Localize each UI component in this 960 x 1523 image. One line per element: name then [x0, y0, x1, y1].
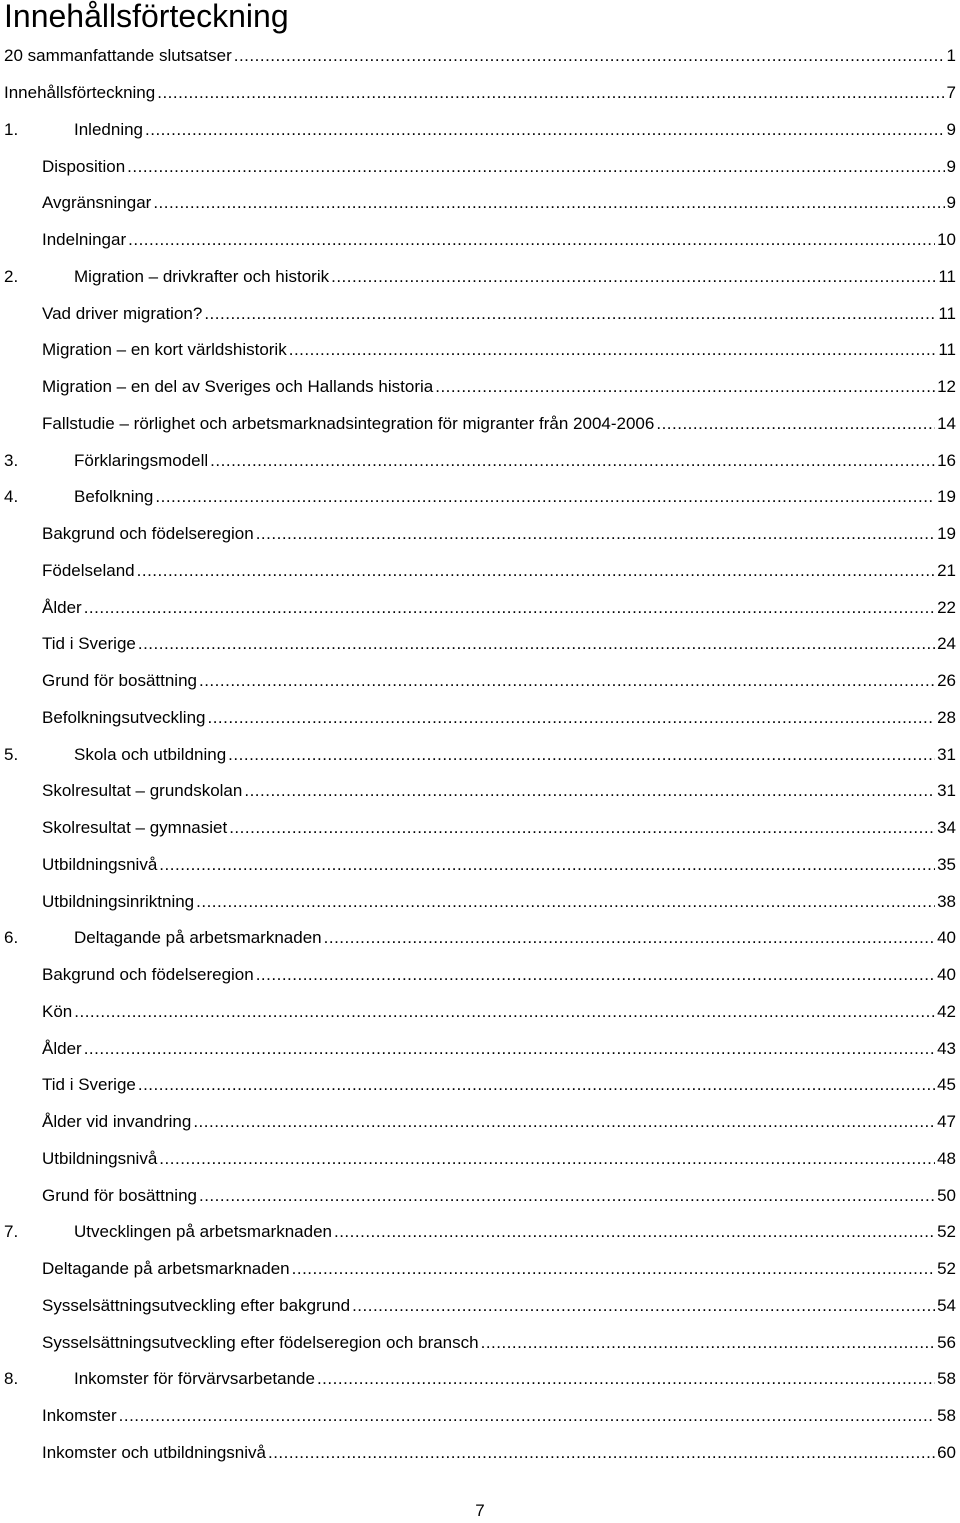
- toc-entry-label: Avgränsningar: [42, 193, 152, 213]
- toc-entry-page-number: 52: [937, 1259, 956, 1279]
- toc-entry-page-number: 24: [937, 634, 956, 654]
- toc-entry[interactable]: [0, 1324, 960, 1361]
- toc-entry-label: Ålder: [42, 597, 82, 617]
- toc-entry-number: 6.: [4, 928, 19, 948]
- toc-entry-label: Bakgrund och födelseregion: [42, 965, 254, 985]
- toc-entry-row: [74, 259, 956, 296]
- toc-entry[interactable]: [0, 773, 960, 810]
- toc-entry-page-number: 60: [937, 1442, 956, 1462]
- toc-entry[interactable]: [0, 516, 960, 553]
- toc-entry[interactable]: [0, 406, 960, 443]
- toc-entry-row: [42, 185, 956, 222]
- toc-entry-row: [74, 1361, 956, 1398]
- toc-entry[interactable]: [0, 1214, 960, 1251]
- toc-entry-row: [4, 75, 956, 112]
- toc-entry-page-number: 21: [937, 560, 956, 580]
- dot-leader: [199, 1186, 935, 1206]
- dot-leader: [292, 1259, 935, 1279]
- toc-entry-label: 20 sammanfattande slutsatser: [4, 46, 232, 66]
- toc-entry-page-number: 9: [946, 119, 956, 139]
- page-title: Innehållsförteckning: [4, 0, 289, 34]
- toc-entry-label: Befolkningsutveckling: [42, 707, 206, 727]
- toc-entry-row: [42, 369, 956, 406]
- dot-leader: [229, 818, 935, 838]
- toc-entry-label: Inkomster: [42, 1406, 117, 1426]
- toc-entry-page-number: 31: [937, 744, 956, 764]
- toc-entry[interactable]: [0, 479, 960, 516]
- toc-entry-page-number: 40: [937, 928, 956, 948]
- toc-entry-page-number: 48: [937, 1148, 956, 1168]
- toc-entry-row: [74, 920, 956, 957]
- toc-entry-label: Disposition: [42, 156, 126, 176]
- dot-leader: [155, 487, 935, 507]
- toc-entry-row: [74, 1214, 956, 1251]
- page-number: 7: [475, 1501, 485, 1520]
- dot-leader: [317, 1369, 935, 1389]
- toc-entry-label: Utbildningsnivå: [42, 854, 158, 874]
- toc-entry-page-number: 58: [937, 1369, 956, 1389]
- toc-entry[interactable]: [0, 736, 960, 773]
- toc-entry[interactable]: [0, 1435, 960, 1472]
- dot-leader: [207, 708, 935, 728]
- toc-entry-row: [42, 589, 956, 626]
- toc-entry-label: Tid i Sverige: [42, 634, 136, 654]
- dot-leader: [159, 1149, 935, 1169]
- dot-leader: [138, 634, 935, 654]
- toc-entry-page-number: 22: [937, 597, 956, 617]
- dot-leader: [324, 928, 935, 948]
- toc-entry-row: [42, 700, 956, 737]
- dot-leader: [84, 598, 935, 618]
- dot-leader: [256, 524, 935, 544]
- dot-leader: [137, 561, 935, 581]
- toc-entry-row: [42, 626, 956, 663]
- toc-entry-row: [74, 442, 956, 479]
- toc-entry-page-number: 12: [937, 377, 956, 397]
- toc-entry-page-number: 19: [937, 487, 956, 507]
- toc-entry-page-number: 50: [937, 1185, 956, 1205]
- toc-entry-page-number: 7: [946, 83, 956, 103]
- toc-entry[interactable]: [0, 369, 960, 406]
- toc-entry-row: [42, 553, 956, 590]
- toc-entry-page-number: 16: [937, 450, 956, 470]
- toc-entry[interactable]: [0, 1398, 960, 1435]
- toc-entry-row: [42, 663, 956, 700]
- toc-entry-page-number: 14: [937, 413, 956, 433]
- toc-entry-row: [42, 847, 956, 884]
- toc-entry-page-number: 1: [946, 46, 956, 66]
- toc-entry[interactable]: [0, 1177, 960, 1214]
- toc-entry-page-number: 26: [937, 671, 956, 691]
- toc-entry-label: Inkomster och utbildningsnivå: [42, 1442, 266, 1462]
- toc-entry-row: [42, 957, 956, 994]
- toc-entry[interactable]: [0, 1288, 960, 1325]
- toc-entry[interactable]: [0, 442, 960, 479]
- toc-entry-page-number: 28: [937, 707, 956, 727]
- toc-entry-page-number: 35: [937, 854, 956, 874]
- toc-entry-page-number: 11: [938, 303, 956, 323]
- dot-leader: [204, 304, 936, 324]
- dot-leader: [127, 157, 944, 177]
- toc-entry-label: Kön: [42, 1001, 73, 1021]
- toc-entry-page-number: 45: [937, 1075, 956, 1095]
- toc-entry-label: Utbildningsnivå: [42, 1148, 158, 1168]
- dot-leader: [145, 120, 945, 140]
- toc-entry-label: Födelseland: [42, 560, 135, 580]
- dot-leader: [196, 892, 935, 912]
- dot-leader: [435, 377, 935, 397]
- dot-leader: [210, 451, 935, 471]
- toc-entry-label: Förklaringsmodell: [74, 450, 209, 470]
- table-of-contents: [0, 38, 960, 1471]
- toc-entry-page-number: 38: [937, 891, 956, 911]
- toc-entry-number: 4.: [4, 487, 19, 507]
- toc-entry-page-number: 58: [937, 1406, 956, 1426]
- toc-entry-row: [42, 295, 956, 332]
- toc-entry-row: [42, 516, 956, 553]
- toc-entry-number: 3.: [4, 450, 19, 470]
- toc-entry-label: Skolresultat – gymnasiet: [42, 818, 228, 838]
- dot-leader: [268, 1443, 935, 1463]
- dot-leader: [153, 193, 944, 213]
- toc-entry-label: Indelningar: [42, 230, 127, 250]
- dot-leader: [74, 1002, 935, 1022]
- dot-leader: [119, 1406, 935, 1426]
- toc-entry-row: [42, 406, 956, 443]
- toc-entry[interactable]: [0, 810, 960, 847]
- toc-entry[interactable]: [0, 295, 960, 332]
- toc-entry-row: [74, 736, 956, 773]
- toc-entry[interactable]: [0, 185, 960, 222]
- toc-entry[interactable]: [0, 663, 960, 700]
- toc-entry[interactable]: [0, 553, 960, 590]
- dot-leader: [159, 855, 935, 875]
- toc-entry-page-number: 56: [937, 1332, 956, 1352]
- dot-leader: [157, 83, 944, 103]
- dot-leader: [128, 230, 935, 250]
- toc-entry-page-number: 52: [937, 1222, 956, 1242]
- toc-entry[interactable]: [0, 1030, 960, 1067]
- dot-leader: [138, 1075, 935, 1095]
- toc-entry[interactable]: [0, 222, 960, 259]
- toc-entry-label: Ålder vid invandring: [42, 1112, 192, 1132]
- toc-entry-row: [42, 1177, 956, 1214]
- toc-entry-row: [42, 883, 956, 920]
- toc-entry[interactable]: [0, 259, 960, 296]
- dot-leader: [199, 671, 935, 691]
- dot-leader: [193, 1112, 935, 1132]
- toc-entry[interactable]: [0, 626, 960, 663]
- toc-entry[interactable]: [0, 1067, 960, 1104]
- toc-entry-row: [42, 222, 956, 259]
- dot-leader: [228, 745, 935, 765]
- toc-entry[interactable]: [0, 38, 960, 75]
- toc-entry-label: Grund för bosättning: [42, 671, 197, 691]
- toc-entry-row: [42, 1398, 956, 1435]
- toc-entry-row: [42, 994, 956, 1031]
- toc-entry[interactable]: [0, 148, 960, 185]
- toc-entry-label: Migration – en kort världshistorik: [42, 340, 287, 360]
- toc-entry-page-number: 31: [937, 781, 956, 801]
- toc-entry-row: [42, 1104, 956, 1141]
- toc-entry-page-number: 11: [938, 266, 956, 286]
- dot-leader: [244, 781, 935, 801]
- toc-entry-number: 1.: [4, 119, 19, 139]
- toc-entry-label: Deltagande på arbetsmarknaden: [42, 1259, 290, 1279]
- toc-entry[interactable]: [0, 883, 960, 920]
- toc-entry-label: Inledning: [74, 119, 144, 139]
- toc-entry-row: [74, 112, 956, 149]
- toc-entry[interactable]: [0, 1251, 960, 1288]
- toc-entry-page-number: 40: [937, 965, 956, 985]
- toc-entry-page-number: 42: [937, 1001, 956, 1021]
- toc-entry-label: Inkomster för förvärvsarbetande: [74, 1369, 315, 1389]
- toc-entry-label: Skolresultat – grundskolan: [42, 781, 243, 801]
- dot-leader: [234, 46, 945, 66]
- toc-entry[interactable]: [0, 1104, 960, 1141]
- toc-entry-row: [42, 1324, 956, 1361]
- toc-entry-row: [42, 810, 956, 847]
- toc-entry[interactable]: [0, 700, 960, 737]
- toc-entry-page-number: 34: [937, 818, 956, 838]
- toc-entry-label: Vad driver migration?: [42, 303, 203, 323]
- toc-entry-page-number: 9: [946, 193, 956, 213]
- toc-entry-label: Utbildningsinriktning: [42, 891, 195, 911]
- toc-entry-page-number: 54: [937, 1295, 956, 1315]
- toc-entry-row: [42, 1067, 956, 1104]
- toc-entry-label: Fallstudie – rörlighet och arbetsmarknadsintegration för migranter från 2004-2006: [42, 413, 655, 433]
- dot-leader: [331, 267, 936, 287]
- toc-entry[interactable]: [0, 920, 960, 957]
- toc-entry-number: 8.: [4, 1369, 19, 1389]
- toc-entry-label: Grund för bosättning: [42, 1185, 197, 1205]
- toc-entry-label: Migration – drivkrafter och historik: [74, 266, 330, 286]
- toc-entry[interactable]: [0, 847, 960, 884]
- toc-entry-label: Bakgrund och födelseregion: [42, 524, 254, 544]
- toc-entry-page-number: 9: [946, 156, 956, 176]
- toc-entry[interactable]: [0, 112, 960, 149]
- toc-entry-label: Migration – en del av Sveriges och Hallands historia: [42, 377, 434, 397]
- toc-entry-label: Skola och utbildning: [74, 744, 227, 764]
- toc-entry-page-number: 10: [937, 230, 956, 250]
- toc-entry-label: Tid i Sverige: [42, 1075, 136, 1095]
- toc-entry-row: [42, 148, 956, 185]
- toc-entry-row: [42, 1141, 956, 1178]
- toc-entry-label: Sysselsättningsutveckling efter födelseregion och bransch: [42, 1332, 479, 1352]
- toc-entry-row: [42, 332, 956, 369]
- toc-entry-page-number: 11: [938, 340, 956, 360]
- dot-leader: [481, 1333, 935, 1353]
- toc-entry[interactable]: [0, 994, 960, 1031]
- toc-entry[interactable]: [0, 957, 960, 994]
- toc-entry[interactable]: [0, 1361, 960, 1398]
- toc-entry[interactable]: [0, 1141, 960, 1178]
- dot-leader: [84, 1039, 935, 1059]
- toc-entry[interactable]: [0, 332, 960, 369]
- toc-entry-row: [42, 1288, 956, 1325]
- toc-entry[interactable]: [0, 589, 960, 626]
- dot-leader: [352, 1296, 935, 1316]
- toc-entry-label: Utvecklingen på arbetsmarknaden: [74, 1222, 332, 1242]
- dot-leader: [256, 965, 935, 985]
- toc-entry-page-number: 43: [937, 1038, 956, 1058]
- toc-entry-row: [74, 479, 956, 516]
- toc-entry-label: Deltagande på arbetsmarknaden: [74, 928, 322, 948]
- toc-entry-number: 5.: [4, 744, 19, 764]
- toc-entry-label: Sysselsättningsutveckling efter bakgrund: [42, 1295, 351, 1315]
- toc-entry-number: 2.: [4, 266, 19, 286]
- dot-leader: [334, 1222, 935, 1242]
- dot-leader: [656, 414, 935, 434]
- toc-entry-label: Befolkning: [74, 487, 154, 507]
- dot-leader: [289, 340, 937, 360]
- toc-entry-page-number: 19: [937, 524, 956, 544]
- toc-entry-row: [4, 38, 956, 75]
- toc-entry-label: Ålder: [42, 1038, 82, 1058]
- toc-entry-row: [42, 1251, 956, 1288]
- toc-entry[interactable]: [0, 75, 960, 112]
- toc-entry-row: [42, 1030, 956, 1067]
- toc-entry-label: Innehållsförteckning: [4, 83, 156, 103]
- toc-entry-row: [42, 773, 956, 810]
- toc-entry-number: 7.: [4, 1222, 19, 1242]
- toc-entry-row: [42, 1435, 956, 1472]
- toc-entry-page-number: 47: [937, 1112, 956, 1132]
